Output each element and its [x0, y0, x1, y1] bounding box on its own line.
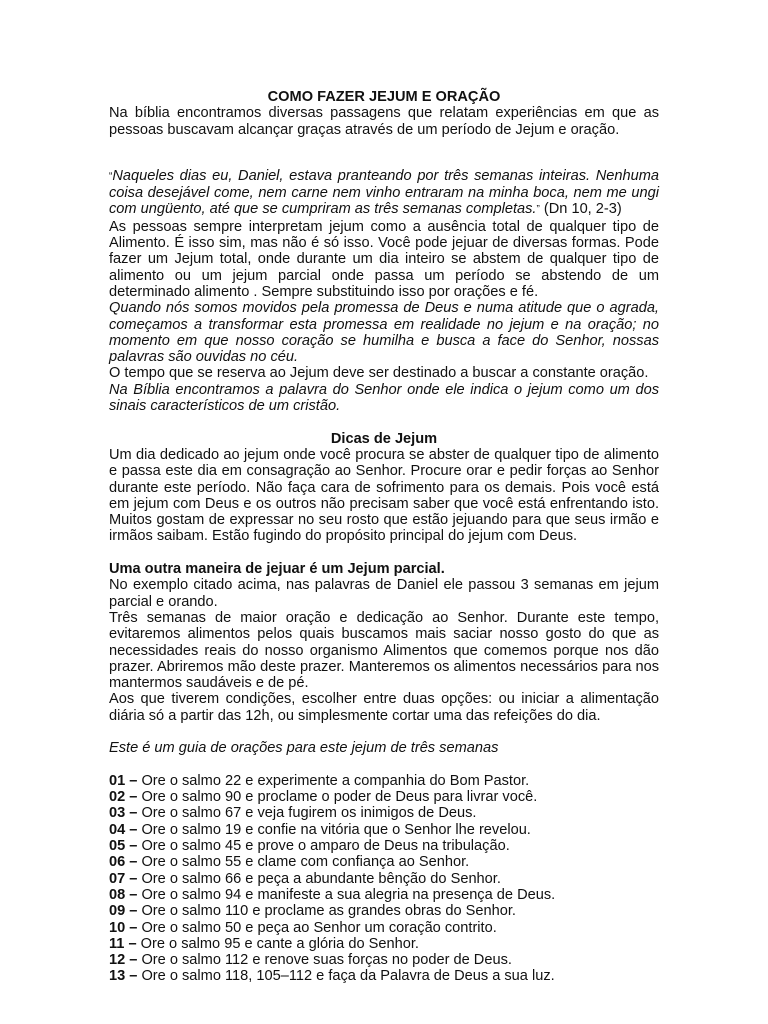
intro-paragraph: Na bíblia encontramos diversas passagens que relatam experiências em que as pessoas buscavam alcançar graças através de um período de Jejum e oração. — [109, 105, 659, 138]
list-item — [109, 920, 659, 936]
spacer — [109, 414, 659, 430]
item-text: Ore o salmo 50 e peça ao Senhor um coração contrito. — [137, 919, 497, 936]
item-text: Ore o salmo 22 e experimente a companhia do Bom Pastor. — [137, 772, 530, 789]
item-number: 10 – — [109, 919, 138, 936]
guide-intro: Este é um guia de orações para este jejum de três semanas — [109, 740, 499, 757]
item-text: Ore o salmo 112 e renove suas forças no poder de Deus. — [137, 952, 512, 969]
quote-text: Naqueles dias eu, Daniel, estava pranteando por três semanas inteiras. Nenhuma coisa desejável come, nem carne nem vinho entraram na minha boca, nem me ungi com ungüento, até que se cumpriram as três semanas completas. — [109, 167, 659, 218]
list-item — [109, 952, 659, 968]
spacer — [109, 757, 659, 773]
item-text: Ore o salmo 95 e cante a glória do Senhor. — [136, 935, 419, 952]
item-number: 04 – — [109, 821, 138, 838]
item-text: Ore o salmo 55 e clame com confiança ao Senhor. — [137, 854, 470, 871]
spacer — [109, 545, 659, 561]
item-text: Ore o salmo 90 e proclame o poder de Deus para livrar você. — [137, 789, 538, 806]
interpretation-paragraph: As pessoas sempre interpretam jejum como a ausência total de qualquer tipo de Alimento. É isso sim, mas não é só isso. Você pode jejuar de diversas formas. Pode fazer um Jejum total, onde durante um dia inteiro se abstem de qualquer tipo de alimento ou um jejum parcial onde passa um período se abstendo de um determinado alimento . Sempre substituindo isso por orações e fé. — [109, 218, 659, 300]
item-number: 12 – — [109, 952, 138, 969]
item-text: Ore o salmo 110 e proclame as grandes obras do Senhor. — [137, 903, 516, 920]
item-number: 06 – — [109, 854, 138, 871]
item-number: 13 – — [109, 968, 138, 985]
quote-reference: (Dn 10, 2-3) — [539, 201, 622, 218]
list-item — [109, 887, 659, 903]
list-item — [109, 789, 659, 805]
item-text: Ore o salmo 67 e veja fugirem os inimigos de Deus. — [137, 805, 477, 822]
spacer — [109, 138, 659, 168]
document-title: COMO FAZER JEJUM E ORAÇÃO — [267, 89, 501, 105]
time-paragraph: O tempo que se reserva ao Jejum deve ser destinado a buscar a constante oração. — [109, 365, 649, 382]
item-text: Ore o salmo 118, 105–112 e faça da Palavra de Deus a sua luz. — [137, 968, 555, 985]
item-text: Ore o salmo 94 e manifeste a sua alegria na presença de Deus. — [137, 886, 556, 903]
partial-example-paragraph: No exemplo citado acima, nas palavras de Daniel ele passou 3 semanas em jejum parcial e orando. — [109, 577, 659, 610]
tips-paragraph: Um dia dedicado ao jejum onde você procura se abster de qualquer tipo de alimento e passa este dia em consagração ao Senhor. Procure orar e pedir forças ao Senhor durante este período. Não faça cara de sofrimento para os demais. Pois você está em jejum com Deus e os outros não precisam saber que você está enfrentando isto. Muitos gostam de expressar no seu rosto que estão jejuando para que seus irmão e irmãos saibam. Estão fugindo do propósito principal do jejum com Deus. — [109, 446, 659, 545]
tips-heading: Dicas de Jejum — [330, 430, 438, 447]
spacer — [109, 724, 659, 740]
item-text: Ore o salmo 66 e peça a abundante bênção do Senhor. — [137, 870, 501, 887]
quote-open-mark: “ — [109, 170, 113, 182]
prayer-guide-list — [109, 773, 659, 985]
list-item — [109, 968, 659, 984]
partial-fast-heading: Uma outra maneira de jejuar é um Jejum parcial. — [109, 561, 445, 578]
item-number: 01 – — [109, 772, 138, 789]
promise-paragraph: Quando nós somos movidos pela promessa de Deus e numa atitude que o agrada, começamos a transformar esta promessa em realidade no jejum e na oração; no momento em que nosso coração se humilha e busca a face do Senhor, nossas palavras são ouvidas no céu. — [109, 300, 659, 366]
item-text: Ore o salmo 19 e confie na vitória que o Senhor lhe revelou. — [137, 821, 531, 838]
item-number: 05 – — [109, 838, 138, 855]
partial-options-paragraph: Aos que tiverem condições, escolher entre duas opções: ou iniciar a alimentação diária só a partir das 12h, ou simplesmente cortar uma das refeições do dia. — [109, 691, 659, 724]
list-item — [109, 822, 659, 838]
bible-paragraph: Na Bíblia encontramos a palavra do Senhor onde ele indica o jejum como um dos sinais característicos de um cristão. — [109, 381, 659, 415]
list-item — [109, 936, 659, 952]
item-number: 03 – — [109, 805, 138, 822]
list-item — [109, 805, 659, 821]
item-number: 09 – — [109, 903, 138, 920]
item-text: Ore o salmo 45 e prove o amparo de Deus na tribulação. — [137, 838, 510, 855]
item-number: 08 – — [109, 886, 138, 903]
item-number: 02 – — [109, 789, 138, 806]
partial-weeks-paragraph: Três semanas de maior oração e dedicação ao Senhor. Durante este tempo, evitaremos alimentos pelos quais buscamos mais saciar nosso gosto do que as necessidades reais do nosso organismo Alimentos que comemos porque nos dão prazer. Abriremos mão deste prazer. Manteremos os alimentos necessários para nos mantermos saudáveis e de pé. — [109, 609, 659, 692]
list-item — [109, 903, 659, 919]
item-number: 11 – — [109, 935, 137, 952]
list-item — [109, 854, 659, 870]
quote-close-mark: ” — [536, 204, 540, 216]
list-item — [109, 773, 659, 789]
list-item — [109, 871, 659, 887]
list-item — [109, 838, 659, 854]
daniel-quote — [109, 168, 659, 219]
item-number: 07 – — [109, 870, 138, 887]
